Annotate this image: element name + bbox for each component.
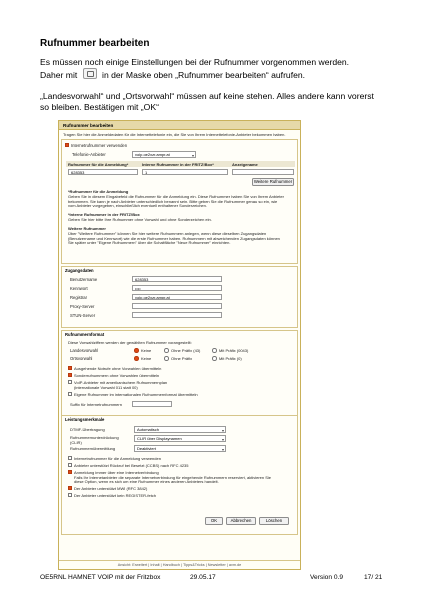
internal-number-input[interactable]: 1 bbox=[142, 169, 228, 175]
field-label: STUN-Server bbox=[70, 313, 96, 318]
chevron-down-icon: ▾ bbox=[191, 152, 194, 158]
delete-button[interactable]: Löschen bbox=[259, 517, 289, 525]
access-section bbox=[61, 266, 298, 328]
cancel-button[interactable]: Abbrechen bbox=[226, 517, 256, 525]
checkbox-label: VoIP-Anbieter mit amerikanischem Rufnummernplan bbox=[74, 379, 168, 385]
clir-select[interactable] bbox=[134, 435, 226, 442]
ok-button[interactable]: OK bbox=[205, 517, 223, 525]
footer-date: 29.05.17 bbox=[190, 574, 216, 581]
help-line: Über "Weitere Rufnummer" können Sie hier weitere Rufnummern anlegen, wenn diese dieselben Zugangsdaten bbox=[68, 231, 267, 236]
help-title: Weitere Rufnummer bbox=[68, 226, 106, 231]
radio-label: Keine bbox=[141, 348, 152, 353]
paragraph-text: Daher mit bbox=[40, 70, 78, 80]
register-fetch-checkbox[interactable] bbox=[68, 493, 72, 497]
ccbs-checkbox[interactable] bbox=[68, 463, 72, 467]
checkbox-label: Ausgehende Notrufe ohne Vorwahlen übermitteln bbox=[74, 365, 162, 371]
clir-value: CLIR über Displaynamen bbox=[137, 436, 182, 441]
section-title: Rufnummernformat bbox=[65, 332, 105, 337]
radio-landes-mit[interactable] bbox=[212, 348, 217, 353]
always-internet-checkbox[interactable] bbox=[68, 470, 72, 474]
transfer-value: Deaktiviert bbox=[137, 446, 156, 451]
registrar-input[interactable]: voip.oe2xzr.ampr.at bbox=[132, 294, 222, 300]
checkbox-label: Internetrufnummer für die Anmeldung verwenden bbox=[74, 455, 161, 461]
help-line: Geben Sie hier bitte Ihre Rufnummer ohne Vorwahl und ohne Sonderzeichen ein. bbox=[68, 217, 212, 222]
paragraph-line bbox=[40, 68, 305, 81]
username-input[interactable]: 628353 bbox=[132, 276, 222, 282]
format-intro: Diese Vorwahlziffern werden der gewählten Rufnummer vorangestellt: bbox=[68, 340, 192, 345]
page-title: Rufnummer bearbeiten bbox=[40, 38, 150, 49]
radio-orts-ohne[interactable] bbox=[164, 356, 169, 361]
special-numbers-checkbox[interactable] bbox=[68, 373, 72, 377]
table-header: Anzeigename bbox=[232, 161, 258, 167]
screenshot-header: Rufnummer bearbeiten bbox=[59, 121, 300, 130]
checkbox-label: Eigene Rufnummer im internationalen Rufnummernformat übermitteln bbox=[74, 391, 198, 397]
display-name-input[interactable] bbox=[232, 169, 294, 175]
checkbox-label: Der Anbieter unterstützt kein REGISTER-fetch bbox=[74, 492, 157, 498]
enable-checkbox[interactable] bbox=[65, 143, 69, 147]
paragraph-line: „Landesvorwahl“ und „Ortsvorwahl“ müssen auf keine stehen. Alles andere kann vorerst bbox=[40, 91, 374, 101]
section-title: Leistungsmerkmale bbox=[65, 417, 105, 422]
help-line: vom Anbieter vorgegeben, einschließlich eventuell enthaltener Sonderzeichen. bbox=[68, 203, 207, 208]
footer-page-number: 17/ 21 bbox=[364, 574, 383, 581]
provider-select[interactable] bbox=[132, 151, 196, 158]
field-label: Kennwort bbox=[70, 286, 88, 291]
password-input[interactable]: •••• bbox=[132, 285, 222, 291]
radio-label: Mit Präfix (0043) bbox=[219, 348, 249, 353]
more-numbers-button[interactable]: Weitere Rufnummer bbox=[253, 179, 293, 184]
table-header: Rufnummer für die Anmeldung* bbox=[68, 161, 129, 167]
footer-links[interactable]: Ansicht: Erweitert | Inhalt | Handbuch | Tipps&Tricks | Newsletter | avm.de bbox=[59, 560, 300, 569]
checkbox-note: (internationale Vorwahl 011 statt 00) bbox=[74, 384, 138, 390]
radio-label: Ohne Präfix bbox=[171, 356, 193, 361]
provider-value: voip.oe2xzr.ampr.at bbox=[135, 152, 170, 157]
chevron-down-icon: ▾ bbox=[221, 436, 224, 442]
suffix-input[interactable] bbox=[132, 401, 172, 407]
enable-label: Internetrufnummer verwenden bbox=[71, 142, 128, 148]
us-plan-checkbox[interactable] bbox=[68, 380, 72, 384]
checkbox-label: Anbieter unterstützt Rückruf bei Besetzt (CCBS) nach RFC 4235 bbox=[74, 462, 189, 468]
login-number-input[interactable]: 628353 bbox=[68, 169, 138, 175]
table-header: Interne Rufnummer in der FRITZ!Box* bbox=[142, 161, 214, 167]
number-section bbox=[61, 139, 298, 264]
checkbox-label: Sonderrufnummern ohne Vorwahlen übermitteln bbox=[74, 372, 160, 378]
intro-text: Tragen Sie hier die Anmeldedaten für die Internettelefonie ein, die Sie von Ihrem Internettelefonie-Anbieter bekommen haben. bbox=[63, 132, 286, 137]
paragraph-line: so bleiben. Bestätigen mit „OK“ bbox=[40, 102, 159, 112]
international-format-checkbox[interactable] bbox=[68, 392, 72, 396]
field-label: Registrar bbox=[70, 295, 87, 300]
provider-label: Telefonie-Anbieter bbox=[72, 152, 106, 157]
chevron-down-icon: ▾ bbox=[221, 427, 224, 433]
suffix-label: Suffix für Internetrufnummern bbox=[70, 402, 122, 407]
clir-label: Rufnummernunterdrückung (CLIR) bbox=[70, 435, 119, 445]
checkbox-note: diese Option, wenn es sich um eine Rufnummer eines anderen Anbieters handelt. bbox=[74, 479, 219, 484]
help-title: *Interne Rufnummer in der FRITZ!Box bbox=[68, 212, 140, 217]
field-label: Benutzername bbox=[70, 277, 98, 282]
login-number-checkbox[interactable] bbox=[68, 456, 72, 460]
landesvorwahl-label: Landesvorwahl bbox=[70, 348, 99, 353]
help-line: Geben Sie in diesem Eingabefeld die Rufnummer für die Anmeldung ein. Diese Rufnummer haben Sie von Ihrem Anbieter bbox=[68, 194, 284, 199]
radio-landes-keine[interactable] bbox=[134, 348, 139, 353]
radio-label: Mit Präfix (0) bbox=[219, 356, 242, 361]
help-line: bekommen. Sie kann je nach Anbieter unterschiedlich benannt sein. Bitte geben Sie die Rufnummer genau so ein, wie bbox=[68, 198, 278, 204]
footer-version: Version 0.9 bbox=[310, 574, 343, 581]
dtmf-value: Automatisch bbox=[137, 427, 160, 432]
radio-label: Keine bbox=[141, 356, 152, 361]
fritzbox-screenshot bbox=[58, 120, 301, 570]
dtmf-label: DTMF-Übertragung bbox=[70, 427, 105, 432]
help-line: Sie später unter "Eigene Rufnummern" über die Schaltfläche "Neue Rufnummer" einrichten. bbox=[68, 240, 231, 245]
radio-landes-ohne[interactable] bbox=[164, 348, 169, 353]
ortsvorwahl-label: Ortsvorwahl bbox=[70, 356, 93, 361]
paragraph-line: Es müssen noch einige Einstellungen bei der Rufnummer vorgenommen werden. bbox=[40, 57, 350, 67]
field-label: Proxy-Server bbox=[70, 304, 95, 309]
section-title: Zugangsdaten bbox=[65, 268, 94, 273]
transfer-label: Rufnummernübermittlung bbox=[70, 446, 116, 451]
help-line: (Benutzername und Kennwort) wie die erste Rufnummer haben. Rufnummern mit abweichenden Zugangsdaten können bbox=[68, 235, 280, 241]
stun-input[interactable] bbox=[132, 312, 222, 318]
chevron-down-icon: ▾ bbox=[221, 446, 224, 452]
proxy-input[interactable] bbox=[132, 303, 222, 309]
edit-icon bbox=[83, 68, 97, 79]
radio-label: Ohne Präfix (43) bbox=[171, 348, 201, 353]
transfer-select[interactable] bbox=[134, 445, 226, 452]
checkbox-note: Falls Ihr Internetanbieter die separate Internetverbindung für eingehende Rufnummern reserviert, aktivieren Sie bbox=[74, 474, 271, 480]
dtmf-select[interactable] bbox=[134, 426, 226, 433]
mwi-checkbox[interactable] bbox=[68, 486, 72, 490]
help-title: *Rufnummer für die Anmeldung bbox=[68, 189, 129, 194]
radio-orts-keine[interactable] bbox=[134, 356, 139, 361]
paragraph-text: in der Maske oben „Rufnummer bearbeiten“ aufrufen. bbox=[102, 70, 306, 80]
checkbox-label: Anmeldung immer über eine Internetverbindung bbox=[74, 469, 159, 475]
emergency-checkbox[interactable] bbox=[68, 366, 72, 370]
checkbox-label: Der Anbieter unterstützt MWI (RFC 3842) bbox=[74, 485, 148, 491]
footer-author-title: OE5RNL HAMNET VOIP mit der Fritzbox bbox=[40, 574, 161, 581]
radio-orts-mit[interactable] bbox=[212, 356, 217, 361]
